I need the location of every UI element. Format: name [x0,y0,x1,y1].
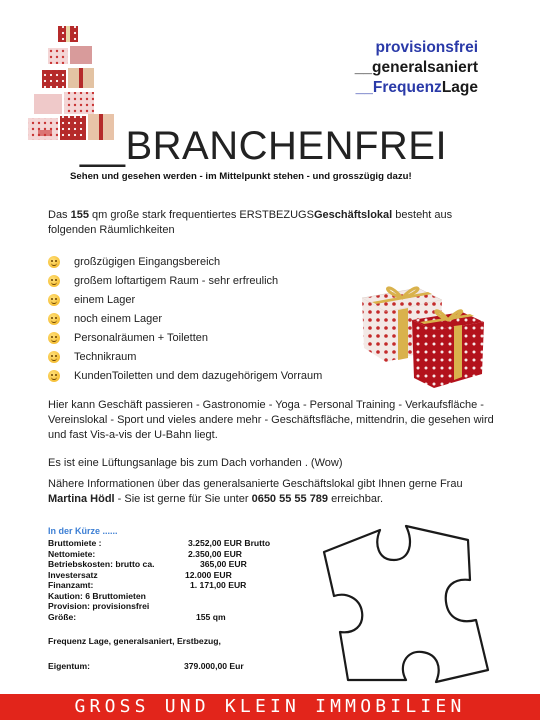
feature-text: Technikraum [74,350,137,363]
smiley-icon [48,351,60,363]
row-label: Frequenz Lage, generalsaniert, Erstbezug, [48,636,221,646]
feature-list [48,252,322,385]
table-row [48,601,308,612]
table-row [48,570,308,581]
contact-phone: 0650 55 55 789 [251,493,329,505]
contact-part: Nähere Informationen über das generalsanierte Geschäftslokal gibt Ihnen gerne Frau [48,478,463,490]
usage-paragraph: Hier kann Geschäft passieren - Gastronomie - Yoga - Personal Training - Verkaufsfläche - Vereinslokal - Sport und vieles andere mehr - Geschäftsfläche, mittendrin, die gesehen wird und fast Vis-a-vis der U-Bahn liegt. [48,399,494,441]
row-label: Finanzamt: [48,580,94,590]
summary-features-line [48,636,308,647]
feature-text: einem Lager [74,293,136,306]
tagline-frequenzlage [355,78,478,98]
list-item [48,271,322,290]
intro-part: qm große stark frequentiertes ERSTBEZUGS [88,209,314,221]
row-value: 2.350,00 EUR [188,548,242,559]
row-label: Größe: [48,611,77,622]
page-title: __BRANCHENFREI [80,124,448,168]
row-label: Betriebskosten: brutto ca. [48,559,155,569]
row-label: Investersatz [48,569,98,580]
row-value: 3.252,00 EUR Brutto [188,538,271,548]
row-value: 1. 171,00 EUR [190,580,247,590]
table-row [48,559,308,570]
feature-text: großzügigen Eingangsbereich [74,255,221,268]
table-row [48,538,308,549]
price-value: 379.000,00 Eur [184,660,244,671]
contact-paragraph [48,477,498,507]
table-row [48,580,308,591]
intro-bold: Geschäftslokal [313,209,393,221]
summary-table [48,538,308,671]
table-row [48,549,308,560]
contact-name: Martina Hödl [48,493,115,505]
smiley-icon [48,256,60,268]
ventilation-paragraph: Es ist eine Lüftungsanlage bis zum Dach vorhanden . (Wow) [48,457,343,469]
puzzle-piece-icon [318,520,496,688]
feature-text: großem loftartigem Raum - sehr erfreulich [74,274,279,287]
list-item [48,347,322,366]
tagline-lage: Lage [441,79,478,96]
list-item [48,290,322,309]
table-row [48,661,308,672]
intro-part: Das [48,209,71,221]
feature-text: KundenToiletten und dem dazugehörigem Vorraum [74,369,323,382]
feature-text: noch einem Lager [74,312,163,325]
summary-title: In der Kürze ...... [48,526,118,536]
tagline-generalsaniert: __generalsaniert [354,59,478,76]
smiley-icon [48,370,60,382]
footer-banner: GROSS UND KLEIN IMMOBILIEN [0,694,540,720]
contact-part: - Sie ist gerne für Sie unter [114,493,252,505]
subtitle: Sehen und gesehen werden - im Mittelpunkt stehen - und grosszügig dazu! [70,171,412,182]
list-item [48,366,322,385]
smiley-icon [48,313,60,325]
smiley-icon [48,294,60,306]
intro-size: 155 [70,209,89,221]
table-row [48,612,308,623]
price-label: Eigentum: [48,660,91,671]
smiley-icon [48,275,60,287]
row-label: Nettomiete: [48,548,96,559]
row-label: Kaution: 6 Bruttomieten [48,590,146,601]
list-item [48,328,322,347]
row-label: Bruttomiete : [48,538,102,548]
feature-text: Personalräumen + Toiletten [74,331,209,344]
tagline-provisionsfrei: provisionsfrei [375,39,478,56]
table-row [48,591,308,602]
row-value: 155 qm [196,611,226,622]
contact-part: erreichbar. [328,493,384,505]
row-value: 365,00 EUR [200,559,247,569]
list-item [48,252,322,271]
list-item [48,309,322,328]
intro-text [48,208,488,238]
smiley-icon [48,332,60,344]
gift-boxes-icon [358,276,488,391]
tagline [355,38,478,98]
intro-part: besteht aus folgenden Räumlichkeiten [48,209,453,236]
row-value: 12.000 EUR [185,569,232,580]
tagline-frequenz: __Frequenz [355,79,442,96]
row-label: Provision: provisionsfrei [48,601,150,611]
